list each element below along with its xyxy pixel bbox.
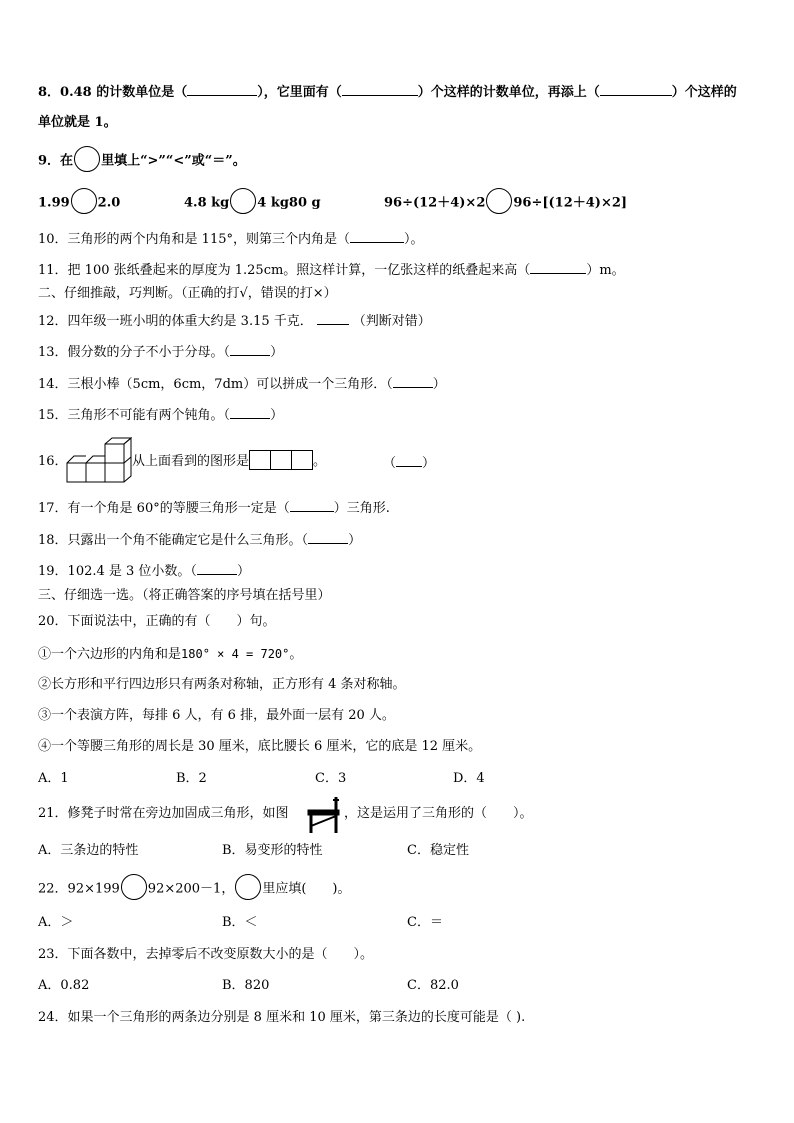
question-text: ）个这样的 — [671, 85, 737, 100]
question-10 — [38, 229, 424, 249]
question-number: 8． — [38, 85, 61, 100]
question-text: 有一个角是 60°的等腰三角形一定是（ — [67, 501, 290, 516]
compare-left: 1.99 — [38, 195, 70, 211]
question-text: （判断对错） — [352, 314, 431, 329]
compare-right: 4 kg80 g — [257, 195, 321, 211]
compare-circle[interactable] — [74, 146, 100, 172]
question-number: 14． — [38, 377, 68, 392]
question-text: 92×199 — [67, 881, 120, 897]
question-text: ）个这样的计数单位，再添上（ — [417, 85, 600, 100]
question-number: 18． — [38, 533, 68, 548]
option-a[interactable]: A．＞ — [38, 915, 74, 930]
statement-1 — [38, 645, 302, 664]
question-13 — [38, 342, 283, 362]
statement-4: ④一个等腰三角形的周长是 30 厘米，底比腰长 6 厘米，它的底是 12 厘米。 — [38, 739, 482, 754]
answer-blank[interactable] — [350, 229, 404, 243]
question-text: 三角形不可能有两个钝角。（ — [67, 408, 231, 423]
question-text: ），它里面有（ — [257, 85, 342, 100]
statement-2: ②长方形和平行四边形只有两条对称轴，正方形有 4 条对称轴。 — [38, 677, 406, 692]
question-text: 如果一个三角形的两条边分别是 8 厘米和 10 厘米，第三条边的长度可能是（ ). — [67, 1010, 526, 1025]
question-text: 0.48 的计数单位是（ — [60, 85, 188, 100]
top-view-figure — [249, 450, 313, 470]
question-text: 只露出一个角不能确定它是什么三角形。（ — [67, 533, 309, 548]
question-text: 里应填( )。 — [262, 881, 351, 897]
question-text: 把 100 张纸叠起来的厚度为 1.25cm。照这样计算，一亿张这样的纸叠起来高（ — [67, 263, 531, 278]
question-number: 19． — [38, 564, 68, 579]
question-18 — [38, 530, 361, 550]
question-17 — [38, 498, 390, 518]
question-text: ） — [432, 377, 446, 392]
question-text: ）。 — [404, 232, 424, 247]
bracket-open: （ — [383, 456, 397, 471]
question-9 — [38, 150, 246, 172]
section-2-heading: 二、仔细推敲，巧判断。（正确的打√，错误的打×） — [38, 286, 337, 301]
answer-blank[interactable] — [396, 453, 422, 467]
cube-stack-figure — [66, 437, 132, 483]
option-a[interactable]: A．1 — [38, 771, 69, 786]
option-c[interactable]: C．82.0 — [407, 978, 459, 993]
question-text: ） — [236, 564, 250, 579]
stool-figure — [307, 796, 341, 834]
answer-blank[interactable] — [308, 530, 348, 544]
question-16-number: 16． — [38, 454, 68, 469]
question-number: 12． — [38, 314, 68, 329]
question-14 — [38, 374, 446, 394]
answer-blank[interactable] — [317, 311, 349, 325]
compare-circle[interactable] — [486, 188, 512, 214]
question-number: 11． — [38, 263, 68, 278]
answer-blank[interactable] — [530, 260, 586, 274]
question-number: 24． — [38, 1010, 68, 1025]
question-text: 里填上“>”“<”或“＝”。 — [101, 153, 246, 169]
question-number: 20． — [38, 614, 68, 629]
question-text: ）三角形. — [333, 501, 390, 516]
answer-blank[interactable] — [197, 561, 237, 575]
statement-text: ①一个六边形的内角和是 — [38, 647, 182, 662]
answer-blank[interactable] — [600, 82, 672, 96]
compare-circle[interactable] — [230, 188, 256, 214]
question-16-answer — [383, 453, 435, 473]
question-number: 9． — [38, 153, 61, 169]
question-22 — [38, 878, 350, 900]
compare-right: 2.0 — [97, 195, 121, 211]
question-11 — [38, 260, 625, 280]
question-text: 假分数的分子不小于分母。（ — [67, 345, 231, 360]
question-number: 21． — [38, 806, 68, 821]
question-text: 修凳子时常在旁边加固成三角形，如图 — [67, 806, 289, 821]
answer-blank[interactable] — [290, 498, 334, 512]
compare-right: 96÷[(12＋4)×2] — [513, 195, 628, 211]
question-text: 92×200－1， — [147, 881, 235, 897]
compare-item-2 — [184, 192, 321, 214]
answer-blank[interactable] — [230, 405, 270, 419]
question-16 — [132, 453, 326, 471]
option-b[interactable]: B．易变形的特性 — [222, 843, 323, 858]
question-text: ） — [348, 533, 362, 548]
compare-left: 4.8 kg — [184, 195, 230, 211]
option-a[interactable]: A．三条边的特性 — [38, 843, 139, 858]
question-21-continued: ，这是运用了三角形的（ ）。 — [344, 806, 533, 821]
question-text: 下面说法中，正确的有（ ）句。 — [67, 614, 276, 629]
compare-item-1 — [38, 192, 120, 214]
option-c[interactable]: C．稳定性 — [407, 843, 469, 858]
option-b[interactable]: B．＜ — [222, 915, 258, 930]
question-number: 10． — [38, 232, 68, 247]
statement-3: ③一个表演方阵，每排 6 人，有 6 排，最外面一层有 20 人。 — [38, 708, 395, 723]
option-c[interactable]: C．3 — [315, 771, 347, 786]
question-text: 。 — [313, 454, 327, 469]
question-text: 从上面看到的图形是 — [132, 454, 250, 469]
compare-circle[interactable] — [71, 188, 97, 214]
option-a[interactable]: A．0.82 — [38, 978, 90, 993]
question-number: 15． — [38, 408, 68, 423]
question-20 — [38, 613, 276, 631]
question-23 — [38, 946, 373, 964]
compare-left: 96÷(12＋4)×2 — [384, 195, 486, 211]
question-number: 17． — [38, 501, 68, 516]
question-number: 23． — [38, 947, 68, 962]
question-15 — [38, 405, 283, 425]
question-24 — [38, 1009, 525, 1027]
section-3-heading: 三、仔细选一选。（将正确答案的序号填在括号里） — [38, 588, 331, 603]
question-text: ） — [270, 345, 284, 360]
question-text: 102.4 是 3 位小数。（ — [67, 564, 197, 579]
question-text: ） — [270, 408, 284, 423]
option-d[interactable]: D．4 — [453, 771, 485, 786]
answer-blank[interactable] — [230, 342, 270, 356]
answer-blank[interactable] — [187, 82, 257, 96]
question-8 — [38, 82, 737, 102]
option-c[interactable]: C．＝ — [407, 915, 443, 930]
bracket-close: ） — [422, 456, 436, 471]
question-text: 下面各数中，去掉零后不改变原数大小的是（ ）。 — [67, 947, 374, 962]
option-b[interactable]: B．2 — [176, 771, 207, 786]
question-8-continued: 单位就是 1。 — [38, 115, 117, 130]
question-number: 13． — [38, 345, 68, 360]
question-12 — [38, 311, 431, 331]
question-text: 在 — [60, 153, 74, 169]
answer-blank[interactable] — [342, 82, 418, 96]
question-text: 三角形的两个内角和是 115°，则第三个内角是（ — [67, 232, 350, 247]
question-text: 三根小棒（5cm，6cm，7dm）可以拼成一个三角形．（ — [67, 377, 393, 392]
question-21 — [38, 805, 289, 823]
compare-circle — [235, 874, 261, 900]
question-text: 四年级一班小明的体重大约是 3.15 千克． — [67, 314, 313, 329]
question-number: 22． — [38, 881, 68, 897]
formula: 180° × 4 = 720° — [181, 647, 290, 661]
question-19 — [38, 561, 250, 581]
option-b[interactable]: B．820 — [222, 978, 270, 993]
compare-circle[interactable] — [121, 874, 147, 900]
question-text: ）m。 — [586, 263, 625, 278]
statement-text: 。 — [289, 647, 303, 662]
answer-blank[interactable] — [393, 374, 433, 388]
compare-item-3 — [384, 192, 627, 214]
